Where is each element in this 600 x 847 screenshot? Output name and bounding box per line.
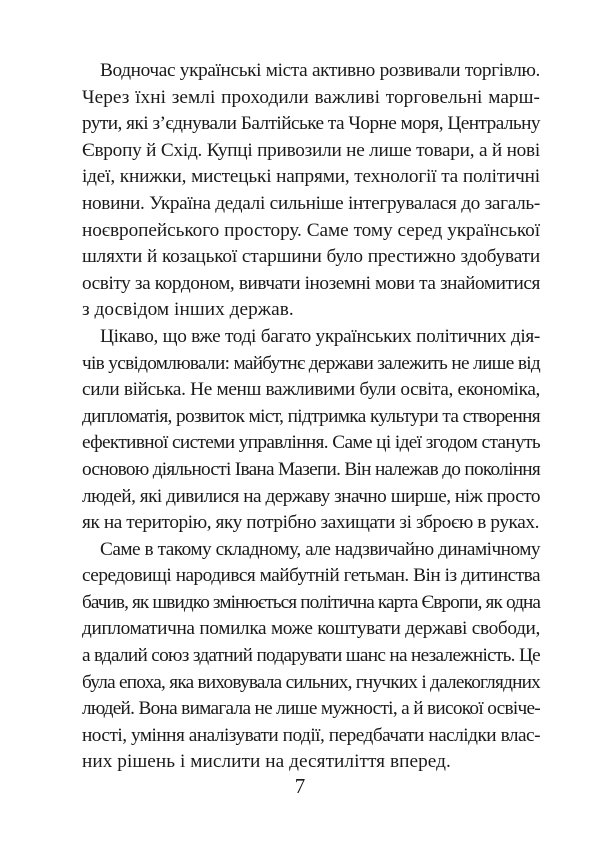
page-number: 7 xyxy=(294,774,306,798)
text-line: а вдалий союз здатний подарувати шанс на незалежність. Це xyxy=(82,645,540,667)
paragraph-hetman xyxy=(82,537,540,776)
text-line: людей, які дивилися на державу значно ширше, ніж просто xyxy=(82,485,540,507)
text-line: ефективної системи управління. Саме ці ідеї згодом стануть xyxy=(82,432,540,454)
paragraph-trade xyxy=(82,58,540,324)
text-line: освіту за кордоном, вивчати іноземні мови та знайомитися xyxy=(82,272,540,294)
text-line: ності, уміння аналізувати події, передбачати наслідки влас- xyxy=(82,724,540,746)
text-line: сили війська. Не менш важливими були освіта, економіка, xyxy=(82,379,540,401)
text-line: чів усвідомлювали: майбутнє держави залежить не лише від xyxy=(82,352,540,374)
text-line: новини. Україна дедалі сильніше інтегрувалася до загаль- xyxy=(82,192,540,214)
text-line: ідеї, книжки, мистецькі напрями, технології та політичні xyxy=(82,166,540,188)
text-line: людей. Вона вимагала не лише мужності, а й високої освіче- xyxy=(82,698,540,720)
text-line: як на територію, яку потрібно захищати зі зброєю в руках. xyxy=(82,512,539,534)
body-text xyxy=(82,58,540,776)
text-line: рути, які з’єднували Балтійське та Чорне моря, Центральну xyxy=(82,113,540,135)
text-line: бачив, як швидко змінюється політична карта Європи, як одна xyxy=(82,591,540,613)
text-line: середовищі народився майбутній гетьман. Він із дитинства xyxy=(82,565,540,587)
text-line: Через їхні землі проходили важливі торговельні марш- xyxy=(82,86,540,108)
text-line: них рішень і мислити на десятиліття вперед. xyxy=(82,751,451,773)
text-line: з досвідом інших держав. xyxy=(82,299,294,321)
text-line: дипломатична помилка може коштувати державі свободи, xyxy=(82,618,540,640)
text-line: була епоха, яка виховувала сильних, гнучких і далекоглядних xyxy=(82,671,540,693)
text-line: Саме в такому складному, але надзвичайно динамічному xyxy=(100,538,540,560)
text-line: дипломатія, розвиток міст, підтримка культури та створення xyxy=(82,405,540,427)
text-line: шляхти й козацької старшини було престижно здобувати xyxy=(82,246,540,268)
text-line: Європу й Схід. Купці привозили не лише товари, а й нові xyxy=(82,139,540,161)
text-line: основою діяльності Івана Мазепи. Він належав до покоління xyxy=(82,458,540,480)
text-line: Цікаво, що вже тоді багато українських політичних дія- xyxy=(100,325,540,347)
text-line: Водночас українські міста активно розвивали торгівлю. xyxy=(100,60,540,81)
text-line: ноєвропейського простору. Саме тому серед української xyxy=(82,219,540,241)
paragraph-politics xyxy=(82,324,540,537)
